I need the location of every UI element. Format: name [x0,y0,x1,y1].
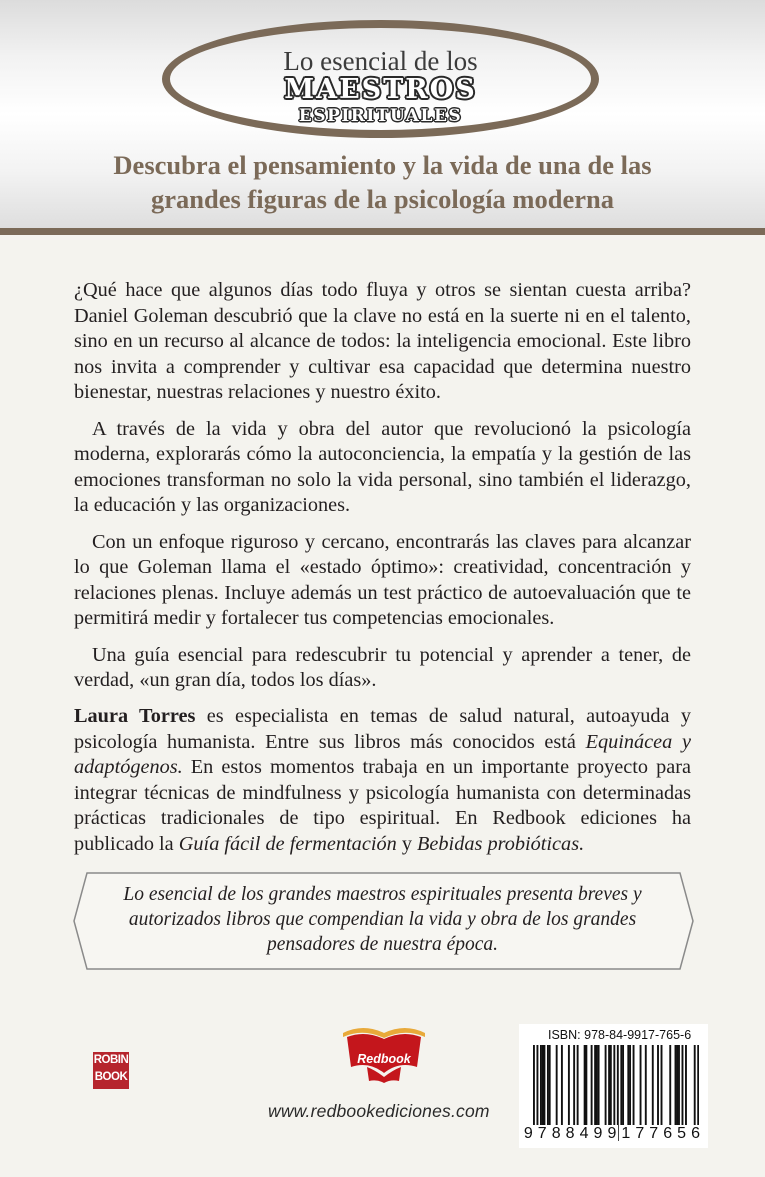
barcode-digit: 9 [593,1125,603,1142]
bio-text: En estos momentos trabaja en un importante proyecto para integrar técnicas de mindfulness y psicología humanista con determinadas prácticas tradicionales de tipo espiritual. En Redbook ediciones ha publicado la [74,756,691,855]
series-note-line: pensadores de nuestra época. [266,934,499,955]
bio-text: y [396,832,418,855]
barcode-digit: 8 [551,1125,561,1142]
book-title: Equinácea y adaptógenos. [74,730,691,778]
robinbook-line1: ROBIN [93,1054,129,1066]
series-logo [162,20,599,138]
barcode-bar [594,1045,596,1125]
book-title: Guía fácil de fermentación [178,832,397,855]
author-bio [74,704,691,857]
barcode-bar [633,1045,635,1125]
blurb-paragraph: Una guía esencial para redescubrir tu potencial y aprender a tener, de verdad, «un gran día, todos los días». [74,643,691,691]
barcode-digit: 6 [691,1125,700,1142]
series-note-line: Lo esencial de los grandes maestros espirituales presenta breves y [123,884,642,905]
author-name: Laura Torres [74,705,196,727]
barcode-bar [627,1045,629,1125]
barcode-bar [556,1045,558,1125]
barcode-bar [596,1045,598,1125]
barcode-bar [598,1045,600,1125]
barcode-bar [610,1045,612,1125]
author-bio-paragraph [74,704,691,857]
barcode-bar [682,1045,684,1125]
robinbook-logo [93,1052,129,1089]
series-note [100,882,665,957]
header-divider [0,228,765,235]
barcode-bar [622,1045,624,1125]
redbook-logo-text: Redbook [357,1052,411,1066]
barcode-bar [549,1045,551,1125]
publisher-website: www.redbookediciones.com [268,1101,490,1121]
barcode-bar [542,1045,544,1125]
blurb-paragraph: Con un enfoque riguroso y cercano, encontrarás las claves para alcanzar lo que Goleman llama el «estado óptimo»: creatividad, concentración y relaciones plenas. Incluye además un test práctico de autoevaluación que te permitirá medir y fortalecer tus competencias emocionales. [74,530,691,629]
barcode-bar [678,1045,680,1125]
barcode-bar [561,1045,563,1125]
isbn-label: ISBN: 978-84-9917-765-6 [548,1028,692,1042]
blurb-paragraph: ¿Qué hace que algunos días todo fluya y otros se sientan cuesta arriba? Daniel Goleman descubrió que la clave no está en la suerte ni en el talento, sino en un recurso al alcance de todos: la inteligencia emocional. Este libro nos invita a comprender y cultivar esa capacidad que determina nuestro bienestar, nuestras relaciones y nuestro éxito. [74,279,691,403]
barcode-bar [676,1045,678,1125]
barcode-digit: 7 [649,1125,659,1142]
series-title-line1: Lo esencial de los [283,46,478,76]
barcode-digits [522,1125,702,1143]
barcode-bar [629,1045,631,1125]
barcode-digit: 7 [537,1125,547,1142]
barcode-digit: 4 [579,1125,589,1142]
barcode-bar [620,1045,622,1125]
barcode-bar [608,1045,610,1125]
barcode-bar [540,1045,542,1125]
barcode-bar [685,1045,687,1125]
barcode-digit: 1 [621,1125,631,1142]
barcode-bar [605,1045,607,1125]
barcode-bar [568,1045,570,1125]
barcode-bar [547,1045,549,1125]
series-title-line3: ESPIRITUALES [298,106,463,126]
bio-text: es especialista en temas de salud natural, autoayuda y psicología humanista. Entre sus libros más conocidos está [74,705,691,753]
barcode-digit: 5 [677,1125,687,1142]
tagline [40,148,725,217]
barcode-bar [669,1045,671,1125]
series-title-line2: MAESTROS [284,74,477,105]
tagline-line2: grandes figuras de la psicología moderna [150,184,615,215]
barcode-digit: 7 [635,1125,645,1142]
barcode-bar [640,1045,642,1125]
book-title: Bebidas probióticas. [417,832,585,855]
blurb-paragraph: A través de la vida y obra del autor que revolucionó la psicología moderna, explorarás cómo la autoconciencia, la empatía y la gestión de las emociones transforman no solo la vida personal, sino también el liderazgo, la educación y las organizaciones. [74,417,691,516]
robinbook-line2: BOOK [94,1071,128,1083]
barcode-digit: 9 [523,1125,533,1142]
barcode-bar [591,1045,593,1125]
blurb [74,278,691,705]
barcode-bar [675,1045,677,1125]
barcode-bar [652,1045,654,1125]
barcode-bar [584,1045,586,1125]
barcode-digit: 6 [663,1125,673,1142]
barcode-bar [657,1045,659,1125]
series-note-line: autorizados libros que compendian la vida y obra de los grandes [128,909,637,930]
barcode-digit: 8 [565,1125,575,1142]
barcode-bar [661,1045,663,1125]
barcode-bar [577,1045,579,1125]
barcode-bar [585,1045,587,1125]
barcode-bar [543,1045,545,1125]
barcode-digit: 9 [607,1125,617,1142]
tagline-line1: Descubra el pensamiento y la vida de una de las [113,150,652,180]
barcode-bar [573,1045,575,1125]
barcode-bar [645,1045,647,1125]
